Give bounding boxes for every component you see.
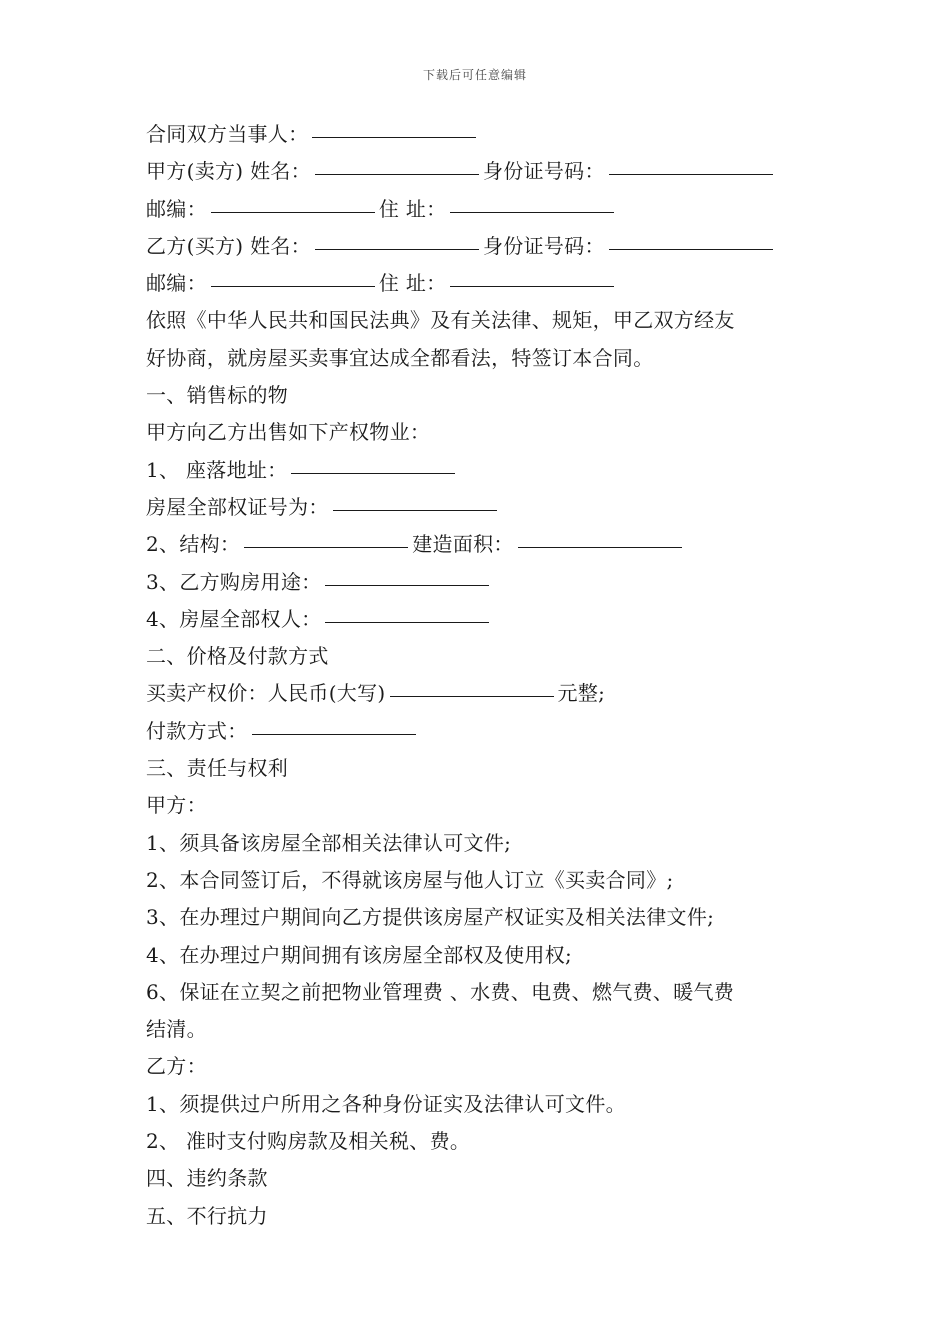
line-text: 五、不行抗力 — [146, 1203, 268, 1228]
line-text: 依照《中华人民共和国民法典》及有关法律、规矩，甲乙双方经友 — [146, 308, 735, 333]
contract-line — [146, 265, 816, 302]
contract-body — [146, 116, 816, 1235]
line-text: 4、在办理过户期间拥有该房屋全部权及使用权; — [146, 942, 573, 967]
contract-line — [146, 116, 816, 153]
line-text: 建造面积： — [412, 532, 514, 557]
line-text: 邮编： — [146, 196, 207, 221]
fill-in-blank[interactable] — [312, 136, 476, 138]
fill-in-blank[interactable] — [244, 546, 408, 548]
contract-line — [146, 899, 816, 936]
contract-line — [146, 564, 816, 601]
contract-line — [146, 713, 816, 750]
contract-line — [146, 638, 816, 675]
contract-line — [146, 489, 816, 526]
fill-in-blank[interactable] — [315, 173, 479, 175]
contract-line — [146, 452, 816, 489]
contract-line — [146, 153, 816, 190]
line-text: 身份证号码： — [482, 159, 605, 184]
fill-in-blank[interactable] — [315, 248, 479, 250]
line-text: 结清。 — [146, 1017, 207, 1042]
contract-line — [146, 1123, 816, 1160]
contract-line — [146, 862, 816, 899]
line-text: 3、乙方购房用途： — [146, 569, 322, 594]
line-text: 四、违约条款 — [146, 1166, 268, 1191]
line-text: 甲方(卖方) 姓名： — [146, 159, 311, 184]
line-text: 住 址： — [378, 271, 447, 296]
contract-line — [146, 1160, 816, 1197]
contract-line — [146, 191, 816, 228]
line-text: 甲方向乙方出售如下产权物业： — [146, 420, 431, 445]
line-text: 1、须具备该房屋全部相关法律认可文件; — [146, 830, 512, 855]
contract-line — [146, 1011, 816, 1048]
line-text: 房屋全部权证号为： — [146, 494, 329, 519]
line-text: 6、保证在立契之前把物业管理费 、水费、电费、燃气费、暖气费 — [146, 979, 735, 1004]
line-text: 2、本合同签订后，不得就该房屋与他人订立《买卖合同》; — [146, 867, 674, 892]
contract-line — [146, 601, 816, 638]
line-text: 买卖产权价：人民币(大写) — [146, 681, 386, 706]
contract-line — [146, 302, 816, 339]
fill-in-blank[interactable] — [252, 733, 416, 735]
fill-in-blank[interactable] — [325, 621, 489, 623]
contract-line — [146, 228, 816, 265]
fill-in-blank[interactable] — [325, 584, 489, 586]
line-text: 身份证号码： — [482, 233, 605, 258]
line-text: 二、价格及付款方式 — [146, 644, 329, 669]
line-text: 邮编： — [146, 271, 207, 296]
contract-line — [146, 937, 816, 974]
contract-line — [146, 1198, 816, 1235]
line-text: 乙方(买方) 姓名： — [146, 233, 311, 258]
fill-in-blank[interactable] — [390, 695, 554, 697]
line-text: 甲方： — [146, 793, 207, 818]
line-text: 1、须提供过户所用之各种身份证实及法律认可文件。 — [146, 1091, 626, 1116]
fill-in-blank[interactable] — [211, 211, 375, 213]
line-text: 乙方： — [146, 1054, 207, 1079]
contract-line — [146, 1048, 816, 1085]
fill-in-blank[interactable] — [450, 285, 614, 287]
line-text: 1、 座落地址： — [146, 457, 288, 482]
fill-in-blank[interactable] — [333, 509, 497, 511]
page-header: 下载后可任意编辑 — [422, 68, 527, 82]
line-text: 一、销售标的物 — [146, 383, 289, 408]
fill-in-blank[interactable] — [211, 285, 375, 287]
fill-in-blank[interactable] — [450, 211, 614, 213]
line-text: 三、责任与权利 — [146, 756, 289, 781]
contract-line — [146, 974, 816, 1011]
contract-line — [146, 1086, 816, 1123]
contract-line — [146, 825, 816, 862]
fill-in-blank[interactable] — [291, 472, 455, 474]
line-text: 合同双方当事人： — [146, 122, 309, 146]
contract-line — [146, 787, 816, 824]
line-text: 2、 准时支付购房款及相关税、费。 — [146, 1129, 471, 1154]
contract-line — [146, 414, 816, 451]
contract-line — [146, 340, 816, 377]
fill-in-blank[interactable] — [609, 248, 773, 250]
fill-in-blank[interactable] — [609, 173, 773, 175]
contract-line — [146, 675, 816, 712]
contract-line — [146, 750, 816, 787]
line-text: 元整; — [557, 681, 606, 706]
line-text: 住 址： — [378, 196, 447, 221]
line-text: 4、房屋全部权人： — [146, 606, 322, 631]
line-text: 3、在办理过户期间向乙方提供该房屋产权证实及相关法律文件; — [146, 905, 715, 930]
fill-in-blank[interactable] — [518, 546, 682, 548]
line-text: 2、结构： — [146, 532, 241, 557]
contract-line — [146, 377, 816, 414]
line-text: 付款方式： — [146, 718, 248, 743]
line-text: 好协商，就房屋买卖事宜达成全都看法，特签订本合同。 — [146, 345, 654, 370]
contract-line — [146, 526, 816, 563]
